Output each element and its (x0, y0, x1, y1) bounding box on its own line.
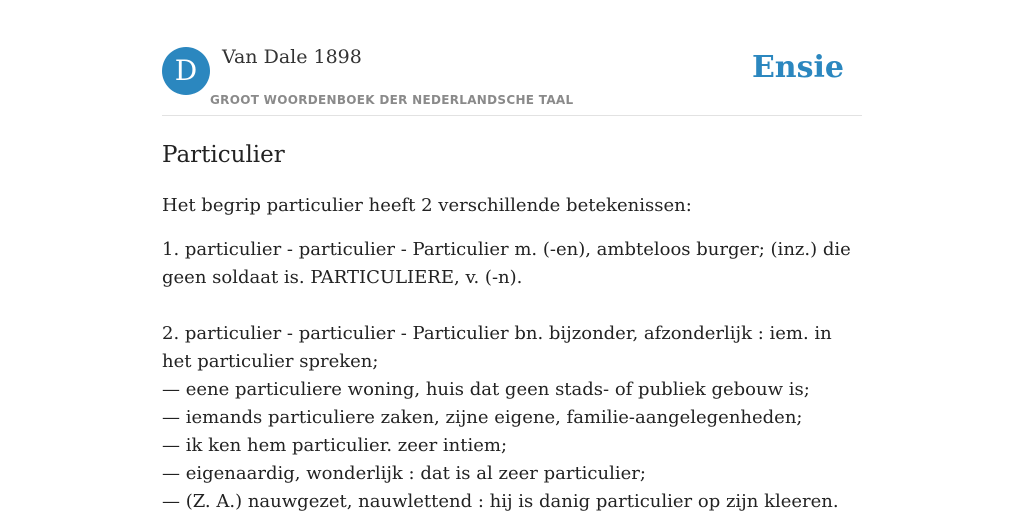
definition-line: 1. particulier - particulier - Particulier m. (-en), ambteloos burger; (inz.) die geen soldaat is. PARTICULIERE, v. (-n). (162, 239, 851, 288)
site-header (162, 0, 862, 116)
definition-line: — (Z. A.) nauwgezet, nauwlettend : hij is danig particulier op zijn kleeren. (162, 491, 839, 512)
ensie-brand-link[interactable]: Ensie (751, 50, 844, 85)
definition-line: — iemands particuliere zaken, zijne eigene, familie-aangelegenheden; (162, 407, 803, 428)
page-title: Particulier (162, 142, 285, 168)
definition-line: — ik ken hem particulier. zeer intiem; (162, 435, 508, 456)
dictionary-subtitle: GROOT WOORDENBOEK DER NEDERLANDSCHE TAAL (210, 93, 574, 107)
definition-1 (162, 236, 862, 292)
page-container (162, 0, 862, 512)
definition-line: 2. particulier - particulier - Particulier bn. bijzonder, afzonderlijk : iem. in het particulier spreken; (162, 323, 832, 372)
dictionary-logo[interactable]: D (162, 47, 210, 95)
definition-2 (162, 320, 862, 512)
dictionary-title[interactable]: Van Dale 1898 (222, 46, 362, 68)
intro-text: Het begrip particulier heeft 2 verschillende betekenissen: (162, 195, 692, 216)
definition-line: — eene particuliere woning, huis dat geen stads- of publiek gebouw is; (162, 379, 810, 400)
definition-line: — eigenaardig, wonderlijk : dat is al zeer particulier; (162, 463, 646, 484)
